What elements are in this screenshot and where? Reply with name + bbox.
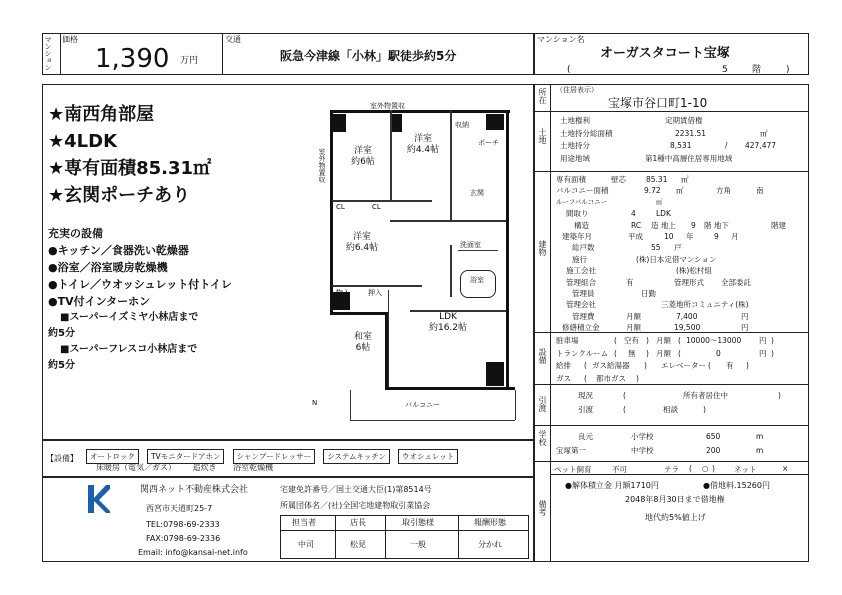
bath-label: 浴室 bbox=[470, 276, 484, 284]
room-western-2 bbox=[398, 134, 448, 156]
building-name: オーガスタコート宝塚 bbox=[600, 46, 730, 61]
facility-key: トランクルーム bbox=[556, 348, 609, 358]
land-key: 用途地域 bbox=[560, 153, 590, 163]
equipment-item: ●浴室／浴室暖房乾燥機 bbox=[48, 261, 168, 274]
building-value: 9 bbox=[691, 220, 696, 230]
building-key: 月額 bbox=[626, 323, 641, 333]
room-name: LDK bbox=[439, 312, 457, 322]
room-size: 約6.4帖 bbox=[345, 242, 379, 253]
room-name: 洋室 bbox=[352, 232, 371, 242]
north-arrow-icon: N bbox=[312, 399, 318, 407]
equipment-item: ●トイレ／ウオッシュレット付トイレ bbox=[48, 278, 232, 291]
land-key: 土地持分 bbox=[560, 141, 590, 150]
company-address: 西宮市天道町25-7 bbox=[146, 504, 213, 513]
building-value: RC bbox=[631, 220, 642, 230]
building-key: 管理会社 bbox=[566, 300, 596, 310]
pet-value: 不可 bbox=[612, 465, 627, 474]
shop-item: 約5分 bbox=[48, 360, 75, 371]
type-label: マンション bbox=[44, 36, 52, 71]
building-value: 壁芯 bbox=[611, 175, 626, 184]
pet-key: テラ bbox=[664, 465, 679, 474]
room-japanese bbox=[338, 332, 388, 354]
closet-label: 押入 bbox=[368, 289, 382, 297]
floor-open: ( bbox=[567, 65, 571, 75]
facility-value: 0 bbox=[716, 348, 721, 358]
delivery-value: 相談 bbox=[663, 405, 678, 414]
remark-line: 2048年8月30日まで借地権 bbox=[625, 495, 725, 504]
room-western-1 bbox=[338, 146, 388, 168]
feature-reheat: 追炊き bbox=[192, 463, 217, 472]
closet-label-2: CL bbox=[372, 203, 381, 211]
building-key: 間取り bbox=[566, 209, 589, 219]
building-unit: 年 bbox=[686, 231, 694, 241]
land-value: 427,477 bbox=[745, 141, 777, 150]
balcony-label: バルコニー bbox=[405, 401, 440, 409]
building-value: 造 地上 bbox=[651, 220, 676, 230]
delivery-key: 引渡 bbox=[578, 405, 593, 414]
land-key: 土地権利 bbox=[560, 116, 590, 125]
price-label: 価格 bbox=[62, 35, 78, 44]
remark-line: 地代約5%値上げ bbox=[645, 513, 706, 522]
building-value: 全部委託 bbox=[721, 277, 751, 287]
equipment-title: 充実の設備 bbox=[48, 227, 103, 240]
feature-shampoo-dresser: シャンプードレッサー bbox=[233, 449, 316, 464]
transport-value: 阪急今津線「小林」駅徒歩約5分 bbox=[280, 49, 457, 63]
building-key: 方角 bbox=[716, 186, 731, 196]
building-value: 55 bbox=[651, 243, 661, 253]
staff-header: 担当者 bbox=[292, 518, 316, 527]
building-value: 7,400 bbox=[676, 311, 698, 321]
highlight-item: ★玄関ポーチあり bbox=[48, 185, 191, 206]
building-unit: ㎡ bbox=[656, 197, 663, 206]
building-value: 19,500 bbox=[674, 323, 701, 333]
cabinet-label: 物入 bbox=[336, 289, 350, 297]
pets-row: ペット飼育 不可 テラ ( ○ ) ネット × bbox=[554, 464, 789, 474]
facilities-label: 設備 bbox=[538, 348, 547, 364]
facility-key: ガス bbox=[556, 373, 571, 383]
building-value: 85.31 bbox=[646, 175, 668, 184]
room-name: 洋室 bbox=[413, 134, 432, 144]
company-logo-icon bbox=[88, 485, 110, 513]
building-value: 9.72 bbox=[644, 186, 661, 196]
remarks-label: 備考 bbox=[538, 500, 547, 516]
entrance-label: 玄関 bbox=[470, 189, 484, 197]
building-value: 有 bbox=[626, 277, 634, 287]
facility-unit: 円 bbox=[759, 348, 767, 358]
land-value: 8,531 bbox=[670, 141, 692, 150]
building-unit: 円 bbox=[741, 323, 749, 333]
building-unit: 円 bbox=[741, 311, 749, 321]
building-value: 10 bbox=[664, 231, 674, 241]
remark-line: ●解体積立金 月額1710円 bbox=[565, 481, 659, 490]
facility-value: 有 bbox=[726, 361, 734, 370]
equipment-item: ●TV付インターホン bbox=[48, 295, 151, 308]
building-unit: 戸 bbox=[674, 243, 682, 253]
staff-value: 分かれ bbox=[478, 540, 502, 549]
building-key: 管理形式 bbox=[674, 277, 704, 287]
land-value: 定期賃借権 bbox=[665, 116, 703, 125]
building-key: 月額 bbox=[626, 311, 641, 321]
remarks-details bbox=[565, 479, 805, 525]
facility-key: 月額 bbox=[656, 336, 671, 345]
room-size: 約6帖 bbox=[351, 156, 375, 167]
land-unit: ㎡ bbox=[760, 128, 768, 138]
floor-plan bbox=[310, 100, 525, 430]
feature-floor-heating: 床暖房（電気／ガス） bbox=[96, 463, 176, 472]
land-key: 土地持分総面積 bbox=[560, 128, 613, 138]
location-label: 所在 bbox=[538, 88, 547, 104]
location-value: 宝塚市谷口町1-10 bbox=[608, 96, 708, 110]
pet-key: ペット飼育 bbox=[554, 465, 592, 474]
price-unit: 万円 bbox=[180, 56, 199, 66]
building-value: (株)松村組 bbox=[676, 266, 712, 276]
price-value: 1,390 bbox=[95, 44, 170, 74]
room-western-3 bbox=[332, 232, 392, 254]
company-association: 所属団体名／(社)全国宅地建物取引業協会 bbox=[280, 501, 431, 510]
school-district: 宝塚第一 bbox=[556, 446, 586, 455]
facility-unit: 円 bbox=[759, 336, 767, 345]
facility-key: 月額 bbox=[656, 348, 671, 358]
land-label: 土地 bbox=[538, 128, 547, 144]
building-key: 総戸数 bbox=[572, 243, 595, 253]
facility-value: 10000～13000 bbox=[686, 336, 742, 345]
facility-value: 都市ガス bbox=[596, 373, 626, 383]
building-value: 日勤 bbox=[641, 288, 656, 298]
delivery-details: 現況 ( 所有者居住中 ) 引渡 ( 相談 ) bbox=[578, 389, 798, 417]
highlight-item: ★専有面積85.31㎡ bbox=[48, 158, 212, 179]
floor-value: 5 bbox=[722, 65, 728, 75]
company-fax: FAX:0798-69-2336 bbox=[146, 534, 221, 543]
building-key: ルーフバルコニー bbox=[556, 197, 608, 206]
land-value: 第1種中高層住居専用地域 bbox=[645, 153, 733, 163]
staff-value: 中司 bbox=[298, 540, 314, 549]
transport-label: 交通 bbox=[225, 35, 241, 44]
staff-value: 松見 bbox=[350, 540, 366, 549]
school-unit: m bbox=[756, 432, 764, 441]
facility-key: 駐車場 bbox=[556, 336, 579, 345]
location-display-label: （住居表示） bbox=[556, 86, 598, 94]
land-value: 2231.51 bbox=[675, 128, 707, 138]
feature-bath-dryer: 浴室乾燥機 bbox=[233, 463, 274, 472]
building-value: LDK bbox=[656, 209, 671, 219]
facility-value: 空有 bbox=[624, 336, 639, 345]
highlights bbox=[48, 106, 211, 205]
storage-label: 収納 bbox=[455, 121, 469, 129]
delivery-value: 所有者居住中 bbox=[683, 391, 728, 400]
building-key: 施行 bbox=[572, 254, 587, 264]
staff-value: 一般 bbox=[410, 540, 426, 549]
building-key: 管理員 bbox=[572, 288, 595, 298]
shop-item: 約5分 bbox=[48, 328, 75, 339]
building-unit: 月 bbox=[731, 231, 739, 241]
land-details: 土地権利 定期賃借権 土地持分総面積 2231.51 ㎡ 土地持分 8,531 / 427,477 用途地域 第1種中高層住居専用地域 bbox=[560, 115, 800, 165]
shop-item: ■スーパーイズミヤ小林店まで bbox=[60, 312, 199, 323]
staff-header: 報酬形態 bbox=[474, 518, 506, 527]
pet-value: × bbox=[782, 464, 789, 473]
porch-label: ポーチ bbox=[478, 139, 499, 147]
building-key: 専有面積 bbox=[556, 175, 586, 184]
outside-storage-label-vertical: 室外物置収 bbox=[318, 148, 326, 183]
room-size: 6帖 bbox=[355, 342, 371, 353]
pet-key: ネット bbox=[734, 465, 757, 474]
facility-key: エレベーター bbox=[661, 361, 706, 370]
facility-key: 給排 bbox=[556, 361, 571, 370]
room-name: 洋室 bbox=[353, 146, 372, 156]
feature-system-kitchen: システムキッチン bbox=[323, 449, 390, 464]
school-label: 学校 bbox=[538, 430, 547, 446]
washroom-label: 洗面室 bbox=[460, 241, 481, 249]
building-key: 施工会社 bbox=[566, 266, 596, 276]
building-key: 建築年月 bbox=[562, 231, 592, 241]
features-boxed bbox=[86, 444, 461, 464]
building-key: バルコニー面積 bbox=[556, 186, 609, 196]
company-email[interactable]: Email: info@kansai-net.info bbox=[138, 548, 248, 557]
school-district: 良元 bbox=[578, 432, 593, 441]
room-ldk bbox=[418, 312, 478, 334]
room-size: 約16.2帖 bbox=[428, 322, 468, 333]
building-key: 管理費 bbox=[572, 311, 595, 321]
remark-line: ●借地料.15260円 bbox=[703, 481, 770, 490]
highlight-item: ★南西角部屋 bbox=[48, 104, 155, 125]
facility-value: ガス給湯器 bbox=[592, 361, 630, 370]
shop-item: ■スーパーフレスコ小林店まで bbox=[60, 344, 198, 355]
school-distance: 200 bbox=[706, 446, 721, 455]
feature-washlet: ウオシュレット bbox=[398, 449, 458, 464]
building-unit: ㎡ bbox=[676, 186, 684, 196]
building-key: 管理組合 bbox=[566, 277, 596, 287]
building-unit: 階 地下 bbox=[704, 220, 729, 230]
school-type: 小学校 bbox=[631, 432, 654, 441]
school-type: 中学校 bbox=[631, 446, 654, 455]
staff-header: 店長 bbox=[350, 518, 366, 527]
facility-value: 無 bbox=[628, 348, 636, 358]
school-details bbox=[556, 430, 796, 458]
room-size: 約4.4帖 bbox=[406, 144, 440, 155]
equipment-list bbox=[48, 228, 232, 371]
room-name: 和室 bbox=[353, 332, 372, 342]
facilities-details: 駐車場 ( 空有 ) 月額 ( 10000～13000 円 ) トランクルーム ( 無 ) 月額 ( 0 円 ) 給排 ( ガス給湯器 ) エレベーター ( 有 ) ガス ( 都市ガス ) bbox=[556, 335, 806, 385]
building-unit: 階建 bbox=[771, 220, 786, 230]
building-unit: ㎡ bbox=[681, 175, 689, 184]
equipment-item: ●キッチン／食器洗い乾燥器 bbox=[48, 244, 189, 257]
floor-unit: 階 bbox=[752, 65, 762, 75]
building-value: 9 bbox=[714, 231, 719, 241]
building-value: 4 bbox=[631, 209, 636, 219]
company-name: 関西ネット不動産株式会社 bbox=[140, 485, 249, 495]
building-label: 建物 bbox=[538, 240, 547, 256]
features-label: 【設備】 bbox=[46, 454, 78, 463]
company-tel: TEL:0798-69-2333 bbox=[146, 520, 220, 529]
school-unit: m bbox=[756, 446, 764, 455]
name-label: マンション名 bbox=[537, 35, 585, 44]
highlight-item: ★4LDK bbox=[48, 131, 118, 152]
building-value: 平成 bbox=[628, 231, 643, 241]
building-key: 修繕積立金 bbox=[562, 323, 600, 333]
building-value: 南 bbox=[756, 186, 764, 196]
building-key: 構造 bbox=[574, 220, 589, 230]
features-plain bbox=[96, 462, 273, 473]
delivery-key: 現況 bbox=[578, 391, 593, 400]
outside-storage-label: 室外物置収 bbox=[370, 102, 405, 110]
staff-header: 取引態様 bbox=[402, 518, 434, 527]
building-details bbox=[556, 174, 806, 333]
company-license: 宅建免許番号／国土交通大臣(1)第8514号 bbox=[280, 485, 432, 494]
closet-label-1: CL bbox=[336, 203, 345, 211]
building-value: (株)日本定借マンション bbox=[636, 254, 717, 264]
feature-tv-intercom: TVモニタードアホン bbox=[147, 449, 225, 464]
school-distance: 650 bbox=[706, 432, 721, 441]
delivery-label: 引渡 bbox=[538, 396, 547, 412]
feature-autolock: オートロック bbox=[86, 449, 139, 464]
building-value: 三菱地所コミュニティ(株) bbox=[661, 300, 749, 310]
floor-close: ) bbox=[786, 65, 790, 75]
